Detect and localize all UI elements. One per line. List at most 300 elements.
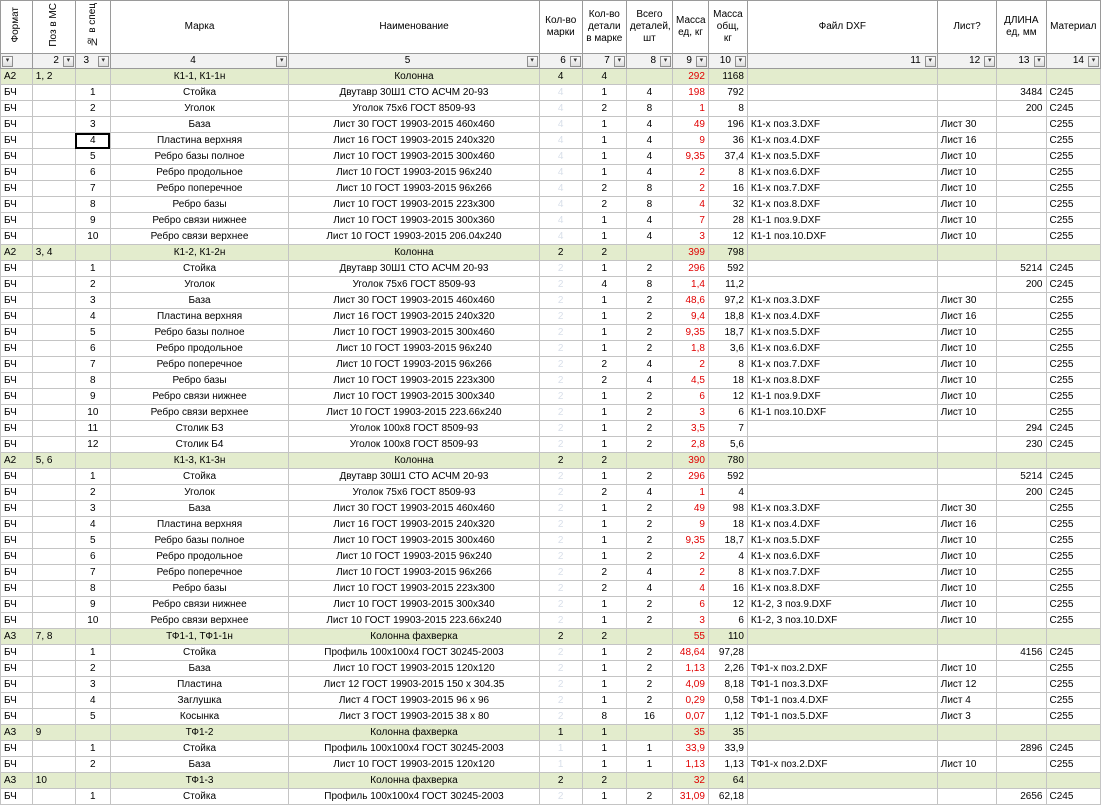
cell-total-parts[interactable] [626,773,672,789]
cell-dxf-file[interactable] [747,245,937,261]
cell-dxf-file[interactable] [747,69,937,85]
cell-sheet[interactable]: Лист 10 [937,613,997,629]
cell-pos-ms[interactable] [32,213,75,229]
cell-name[interactable]: Лист 30 ГОСТ 19903-2015 460х460 [289,293,539,309]
cell-mark[interactable]: Ребро связи нижнее [110,213,289,229]
cell-sheet[interactable]: Лист 16 [937,517,997,533]
cell-qty-in-mark[interactable]: 8 [582,709,626,725]
cell-dxf-file[interactable]: К1-х поз.3.DXF [747,293,937,309]
cell-pos-ms[interactable]: 5, 6 [32,453,75,469]
cell-total-mass[interactable]: 36 [708,133,747,149]
cell-qty-marks[interactable]: 1 [539,757,582,773]
cell-qty-in-mark[interactable]: 1 [582,645,626,661]
cell-qty-marks[interactable]: 2 [539,389,582,405]
cell-dxf-file[interactable] [747,101,937,117]
cell-spec-no[interactable]: 4 [75,693,110,709]
cell-name[interactable]: Лист 16 ГОСТ 19903-2015 240х320 [289,309,539,325]
cell-length[interactable] [997,581,1046,597]
cell-length[interactable] [997,373,1046,389]
header-total-parts[interactable]: Всего деталей, шт [626,1,672,54]
cell-mark[interactable]: Ребро поперечное [110,565,289,581]
cell-mark[interactable]: Пластина верхняя [110,133,289,149]
cell-spec-no[interactable]: 5 [75,149,110,165]
cell-qty-marks[interactable]: 2 [539,501,582,517]
cell-spec-no[interactable]: 4 [75,517,110,533]
cell-sheet[interactable]: Лист 16 [937,133,997,149]
cell-name[interactable]: Колонна фахверка [289,629,539,645]
cell-total-mass[interactable]: 3,6 [708,341,747,357]
cell-mark[interactable]: База [110,117,289,133]
cell-qty-in-mark[interactable]: 1 [582,533,626,549]
cell-spec-no[interactable]: 3 [75,117,110,133]
cell-total-parts[interactable]: 2 [626,597,672,613]
cell-total-parts[interactable]: 2 [626,693,672,709]
cell-pos-ms[interactable] [32,133,75,149]
cell-name[interactable]: Лист 10 ГОСТ 19903-2015 300х340 [289,597,539,613]
cell-name[interactable]: Колонна [289,453,539,469]
cell-unit-mass[interactable]: 2 [673,549,709,565]
cell-qty-marks[interactable]: 2 [539,533,582,549]
cell-qty-marks[interactable]: 2 [539,693,582,709]
cell-format[interactable]: БЧ [1,581,33,597]
cell-qty-in-mark[interactable]: 1 [582,325,626,341]
cell-length[interactable] [997,757,1046,773]
cell-qty-marks[interactable]: 4 [539,69,582,85]
cell-sheet[interactable] [937,277,997,293]
cell-total-mass[interactable]: 32 [708,197,747,213]
cell-name[interactable]: Лист 12 ГОСТ 19903-2015 150 х 304.35 [289,677,539,693]
cell-sheet[interactable]: Лист 10 [937,597,997,613]
cell-name[interactable]: Лист 10 ГОСТ 19903-2015 223х300 [289,197,539,213]
cell-dxf-file[interactable] [747,789,937,805]
cell-sheet[interactable] [937,645,997,661]
cell-total-parts[interactable]: 4 [626,213,672,229]
cell-total-parts[interactable]: 4 [626,229,672,245]
cell-dxf-file[interactable]: К1-х поз.7.DXF [747,181,937,197]
cell-material[interactable]: С255 [1046,181,1101,197]
cell-length[interactable] [997,677,1046,693]
cell-length[interactable] [997,309,1046,325]
cell-format[interactable]: БЧ [1,389,33,405]
cell-dxf-file[interactable]: ТФ1-х поз.2.DXF [747,757,937,773]
cell-name[interactable]: Профиль 100х100х4 ГОСТ 30245-2003 [289,741,539,757]
cell-pos-ms[interactable] [32,437,75,453]
cell-pos-ms[interactable] [32,693,75,709]
cell-format[interactable]: БЧ [1,261,33,277]
cell-qty-marks[interactable]: 2 [539,709,582,725]
cell-spec-no[interactable]: 7 [75,181,110,197]
cell-name[interactable]: Лист 10 ГОСТ 19903-2015 96х266 [289,357,539,373]
cell-sheet[interactable] [937,485,997,501]
cell-spec-no[interactable]: 5 [75,709,110,725]
cell-total-mass[interactable]: 62,18 [708,789,747,805]
cell-dxf-file[interactable] [747,773,937,789]
cell-total-mass[interactable]: 780 [708,453,747,469]
cell-unit-mass[interactable]: 4 [673,197,709,213]
cell-material[interactable]: С245 [1046,261,1101,277]
cell-dxf-file[interactable] [747,277,937,293]
cell-length[interactable] [997,117,1046,133]
cell-total-mass[interactable]: 18,8 [708,309,747,325]
cell-mark[interactable]: Ребро базы полное [110,533,289,549]
cell-material[interactable]: С255 [1046,581,1101,597]
cell-unit-mass[interactable]: 292 [673,69,709,85]
cell-length[interactable]: 294 [997,421,1046,437]
cell-qty-marks[interactable]: 4 [539,117,582,133]
cell-material[interactable] [1046,773,1101,789]
cell-length[interactable] [997,341,1046,357]
cell-format[interactable]: А2 [1,453,33,469]
cell-qty-in-mark[interactable]: 2 [582,245,626,261]
cell-spec-no[interactable]: 1 [75,789,110,805]
cell-mark[interactable]: Пластина [110,677,289,693]
cell-format[interactable]: БЧ [1,613,33,629]
cell-qty-in-mark[interactable]: 2 [582,581,626,597]
cell-unit-mass[interactable]: 9,35 [673,533,709,549]
filter-dropdown-icon[interactable]: ▾ [614,56,625,67]
cell-total-mass[interactable]: 64 [708,773,747,789]
cell-spec-no[interactable]: 2 [75,277,110,293]
cell-sheet[interactable]: Лист 10 [937,757,997,773]
cell-qty-marks[interactable]: 2 [539,261,582,277]
cell-format[interactable]: БЧ [1,165,33,181]
cell-qty-marks[interactable]: 2 [539,629,582,645]
cell-pos-ms[interactable] [32,197,75,213]
cell-format[interactable]: А3 [1,629,33,645]
cell-pos-ms[interactable] [32,181,75,197]
cell-sheet[interactable]: Лист 10 [937,341,997,357]
cell-name[interactable]: Колонна [289,69,539,85]
cell-total-parts[interactable]: 2 [626,645,672,661]
cell-unit-mass[interactable]: 2 [673,181,709,197]
cell-unit-mass[interactable]: 2,8 [673,437,709,453]
cell-unit-mass[interactable]: 3,5 [673,421,709,437]
cell-spec-no[interactable] [75,453,110,469]
cell-total-parts[interactable]: 2 [626,293,672,309]
cell-name[interactable]: Колонна [289,245,539,261]
cell-total-mass[interactable]: 97,2 [708,293,747,309]
cell-length[interactable]: 200 [997,485,1046,501]
cell-unit-mass[interactable]: 48,64 [673,645,709,661]
cell-mark[interactable]: К1-1, К1-1н [110,69,289,85]
cell-spec-no[interactable] [75,629,110,645]
cell-total-parts[interactable]: 2 [626,421,672,437]
cell-sheet[interactable]: Лист 10 [937,661,997,677]
cell-length[interactable] [997,133,1046,149]
cell-qty-marks[interactable]: 2 [539,453,582,469]
cell-spec-no[interactable]: 3 [75,501,110,517]
cell-spec-no[interactable]: 8 [75,373,110,389]
cell-name[interactable]: Лист 10 ГОСТ 19903-2015 300х340 [289,389,539,405]
cell-qty-in-mark[interactable]: 1 [582,597,626,613]
cell-mark[interactable]: ТФ1-1, ТФ1-1н [110,629,289,645]
cell-unit-mass[interactable]: 0,07 [673,709,709,725]
cell-total-mass[interactable]: 37,4 [708,149,747,165]
cell-name[interactable]: Лист 10 ГОСТ 19903-2015 120х120 [289,661,539,677]
cell-material[interactable]: С255 [1046,341,1101,357]
cell-spec-no[interactable]: 7 [75,565,110,581]
cell-mark[interactable]: ТФ1-3 [110,773,289,789]
cell-qty-in-mark[interactable]: 1 [582,229,626,245]
cell-total-parts[interactable]: 2 [626,261,672,277]
cell-sheet[interactable]: Лист 10 [937,213,997,229]
cell-mark[interactable]: Косынка [110,709,289,725]
cell-pos-ms[interactable]: 7, 8 [32,629,75,645]
cell-pos-ms[interactable] [32,549,75,565]
cell-material[interactable]: С255 [1046,405,1101,421]
cell-mark[interactable]: База [110,501,289,517]
cell-pos-ms[interactable] [32,389,75,405]
cell-total-parts[interactable]: 2 [626,341,672,357]
cell-sheet[interactable] [937,789,997,805]
cell-mark[interactable]: Столик Б4 [110,437,289,453]
cell-unit-mass[interactable]: 4 [673,581,709,597]
cell-sheet[interactable] [937,421,997,437]
cell-format[interactable]: БЧ [1,741,33,757]
cell-dxf-file[interactable]: К1-2, 3 поз.10.DXF [747,613,937,629]
cell-qty-marks[interactable]: 2 [539,421,582,437]
cell-total-mass[interactable]: 8 [708,565,747,581]
filter-dropdown-icon[interactable]: ▾ [527,56,538,67]
cell-material[interactable] [1046,69,1101,85]
cell-length[interactable] [997,453,1046,469]
cell-mark[interactable]: Ребро базы [110,197,289,213]
cell-unit-mass[interactable]: 49 [673,501,709,517]
cell-total-mass[interactable]: 16 [708,181,747,197]
cell-pos-ms[interactable]: 1, 2 [32,69,75,85]
cell-qty-in-mark[interactable]: 2 [582,629,626,645]
cell-spec-no[interactable]: 6 [75,341,110,357]
cell-qty-marks[interactable]: 2 [539,405,582,421]
cell-qty-in-mark[interactable]: 1 [582,165,626,181]
cell-qty-marks[interactable]: 2 [539,373,582,389]
cell-pos-ms[interactable] [32,645,75,661]
cell-material[interactable]: С245 [1046,277,1101,293]
cell-pos-ms[interactable] [32,565,75,581]
cell-qty-marks[interactable]: 2 [539,789,582,805]
cell-qty-in-mark[interactable]: 1 [582,549,626,565]
cell-total-parts[interactable]: 4 [626,373,672,389]
cell-unit-mass[interactable]: 390 [673,453,709,469]
cell-qty-in-mark[interactable]: 1 [582,309,626,325]
cell-mark[interactable]: Ребро базы полное [110,149,289,165]
cell-format[interactable]: БЧ [1,709,33,725]
cell-qty-marks[interactable]: 4 [539,229,582,245]
cell-sheet[interactable]: Лист 4 [937,693,997,709]
cell-qty-in-mark[interactable]: 2 [582,565,626,581]
filter-dropdown-icon[interactable]: ▾ [276,56,287,67]
cell-total-mass[interactable]: 98 [708,501,747,517]
cell-qty-in-mark[interactable]: 1 [582,149,626,165]
cell-material[interactable]: С255 [1046,661,1101,677]
cell-name[interactable]: Лист 10 ГОСТ 19903-2015 223.66х240 [289,613,539,629]
cell-total-mass[interactable]: 5,6 [708,437,747,453]
cell-qty-in-mark[interactable]: 1 [582,133,626,149]
cell-dxf-file[interactable] [747,437,937,453]
cell-sheet[interactable]: Лист 10 [937,581,997,597]
cell-sheet[interactable] [937,437,997,453]
cell-format[interactable]: БЧ [1,181,33,197]
cell-length[interactable] [997,245,1046,261]
cell-pos-ms[interactable] [32,597,75,613]
cell-name[interactable]: Уголок 100х8 ГОСТ 8509-93 [289,421,539,437]
cell-sheet[interactable] [937,69,997,85]
filter-dropdown-icon[interactable]: ▾ [660,56,671,67]
cell-qty-in-mark[interactable]: 1 [582,389,626,405]
cell-total-mass[interactable]: 8 [708,165,747,181]
cell-sheet[interactable] [937,85,997,101]
cell-unit-mass[interactable]: 399 [673,245,709,261]
cell-pos-ms[interactable] [32,117,75,133]
cell-material[interactable]: С255 [1046,213,1101,229]
cell-qty-in-mark[interactable]: 4 [582,277,626,293]
cell-length[interactable] [997,613,1046,629]
cell-spec-no[interactable]: 1 [75,85,110,101]
header-length[interactable]: ДЛИНА ед, мм [997,1,1046,54]
cell-spec-no[interactable]: 11 [75,421,110,437]
cell-dxf-file[interactable]: К1-х поз.6.DXF [747,165,937,181]
cell-total-parts[interactable]: 2 [626,469,672,485]
cell-qty-in-mark[interactable]: 2 [582,453,626,469]
cell-format[interactable]: БЧ [1,501,33,517]
cell-length[interactable]: 5214 [997,469,1046,485]
cell-sheet[interactable]: Лист 12 [937,677,997,693]
cell-qty-marks[interactable]: 2 [539,325,582,341]
header-mark[interactable]: Марка [110,1,289,54]
cell-total-parts[interactable]: 2 [626,533,672,549]
cell-sheet[interactable]: Лист 10 [937,149,997,165]
cell-pos-ms[interactable] [32,421,75,437]
cell-sheet[interactable] [937,629,997,645]
cell-material[interactable] [1046,453,1101,469]
cell-total-parts[interactable]: 4 [626,85,672,101]
cell-dxf-file[interactable]: К1-х поз.5.DXF [747,325,937,341]
cell-name[interactable]: Колонна фахверка [289,773,539,789]
cell-format[interactable]: БЧ [1,325,33,341]
cell-sheet[interactable]: Лист 10 [937,549,997,565]
cell-length[interactable]: 200 [997,101,1046,117]
cell-pos-ms[interactable]: 3, 4 [32,245,75,261]
cell-length[interactable] [997,229,1046,245]
cell-dxf-file[interactable]: К1-х поз.8.DXF [747,373,937,389]
cell-length[interactable] [997,597,1046,613]
cell-name[interactable]: Профиль 100х100х4 ГОСТ 30245-2003 [289,789,539,805]
cell-length[interactable]: 230 [997,437,1046,453]
cell-length[interactable] [997,725,1046,741]
cell-mark[interactable]: Стойка [110,469,289,485]
cell-name[interactable]: Двутавр 30Ш1 СТО АСЧМ 20-93 [289,261,539,277]
cell-spec-no[interactable]: 3 [75,293,110,309]
cell-dxf-file[interactable]: К1-х поз.8.DXF [747,581,937,597]
cell-pos-ms[interactable] [32,741,75,757]
cell-unit-mass[interactable]: 9,35 [673,149,709,165]
cell-unit-mass[interactable]: 4,5 [673,373,709,389]
cell-spec-no[interactable] [75,69,110,85]
cell-total-parts[interactable]: 2 [626,661,672,677]
header-sheet[interactable]: Лист? [937,1,997,54]
cell-material[interactable]: С255 [1046,197,1101,213]
cell-length[interactable] [997,325,1046,341]
cell-qty-in-mark[interactable]: 1 [582,405,626,421]
cell-mark[interactable]: Стойка [110,741,289,757]
cell-material[interactable] [1046,725,1101,741]
cell-length[interactable] [997,709,1046,725]
cell-total-parts[interactable]: 4 [626,133,672,149]
cell-spec-no[interactable] [75,245,110,261]
cell-pos-ms[interactable] [32,485,75,501]
cell-total-parts[interactable]: 2 [626,389,672,405]
cell-total-mass[interactable]: 2,26 [708,661,747,677]
cell-mark[interactable]: Пластина верхняя [110,517,289,533]
cell-qty-in-mark[interactable]: 1 [582,341,626,357]
cell-length[interactable] [997,565,1046,581]
cell-qty-marks[interactable]: 4 [539,85,582,101]
cell-total-parts[interactable]: 2 [626,549,672,565]
cell-total-mass[interactable]: 592 [708,261,747,277]
cell-dxf-file[interactable]: К1-х поз.4.DXF [747,133,937,149]
cell-format[interactable]: А3 [1,725,33,741]
cell-total-mass[interactable]: 110 [708,629,747,645]
cell-qty-in-mark[interactable]: 1 [582,757,626,773]
cell-total-mass[interactable]: 6 [708,613,747,629]
cell-material[interactable]: С255 [1046,677,1101,693]
cell-length[interactable] [997,293,1046,309]
cell-spec-no[interactable]: 4 [75,133,110,149]
cell-qty-marks[interactable]: 2 [539,357,582,373]
cell-name[interactable]: Уголок 75х6 ГОСТ 8509-93 [289,277,539,293]
cell-pos-ms[interactable] [32,357,75,373]
cell-dxf-file[interactable] [747,453,937,469]
cell-qty-marks[interactable]: 2 [539,293,582,309]
header-material[interactable]: Материал [1046,1,1101,54]
cell-mark[interactable]: База [110,757,289,773]
cell-total-parts[interactable]: 8 [626,181,672,197]
cell-spec-no[interactable]: 5 [75,325,110,341]
cell-spec-no[interactable]: 2 [75,485,110,501]
cell-format[interactable]: БЧ [1,677,33,693]
cell-unit-mass[interactable]: 3 [673,229,709,245]
cell-dxf-file[interactable]: К1-1 поз.9.DXF [747,213,937,229]
header-qty-in-mark[interactable]: Кол-во детали в марке [582,1,626,54]
cell-length[interactable] [997,389,1046,405]
cell-mark[interactable]: Ребро продольное [110,341,289,357]
cell-pos-ms[interactable] [32,469,75,485]
cell-material[interactable]: С255 [1046,373,1101,389]
cell-pos-ms[interactable] [32,677,75,693]
cell-name[interactable]: Лист 30 ГОСТ 19903-2015 460х460 [289,501,539,517]
cell-total-parts[interactable] [626,69,672,85]
cell-sheet[interactable]: Лист 10 [937,373,997,389]
cell-name[interactable]: Лист 10 ГОСТ 19903-2015 223.66х240 [289,405,539,421]
cell-spec-no[interactable]: 1 [75,261,110,277]
cell-sheet[interactable]: Лист 10 [937,357,997,373]
filter-dropdown-icon[interactable]: ▾ [63,56,74,67]
cell-sheet[interactable] [937,773,997,789]
cell-total-parts[interactable]: 2 [626,325,672,341]
cell-format[interactable]: БЧ [1,309,33,325]
cell-name[interactable]: Лист 10 ГОСТ 19903-2015 300х460 [289,325,539,341]
filter-dropdown-icon[interactable]: ▾ [1034,56,1045,67]
cell-qty-in-mark[interactable]: 2 [582,373,626,389]
cell-unit-mass[interactable]: 296 [673,261,709,277]
cell-sheet[interactable]: Лист 30 [937,117,997,133]
cell-total-mass[interactable]: 1,13 [708,757,747,773]
cell-spec-no[interactable]: 10 [75,405,110,421]
cell-pos-ms[interactable]: 9 [32,725,75,741]
cell-spec-no[interactable]: 6 [75,165,110,181]
cell-sheet[interactable]: Лист 10 [937,405,997,421]
cell-unit-mass[interactable]: 35 [673,725,709,741]
